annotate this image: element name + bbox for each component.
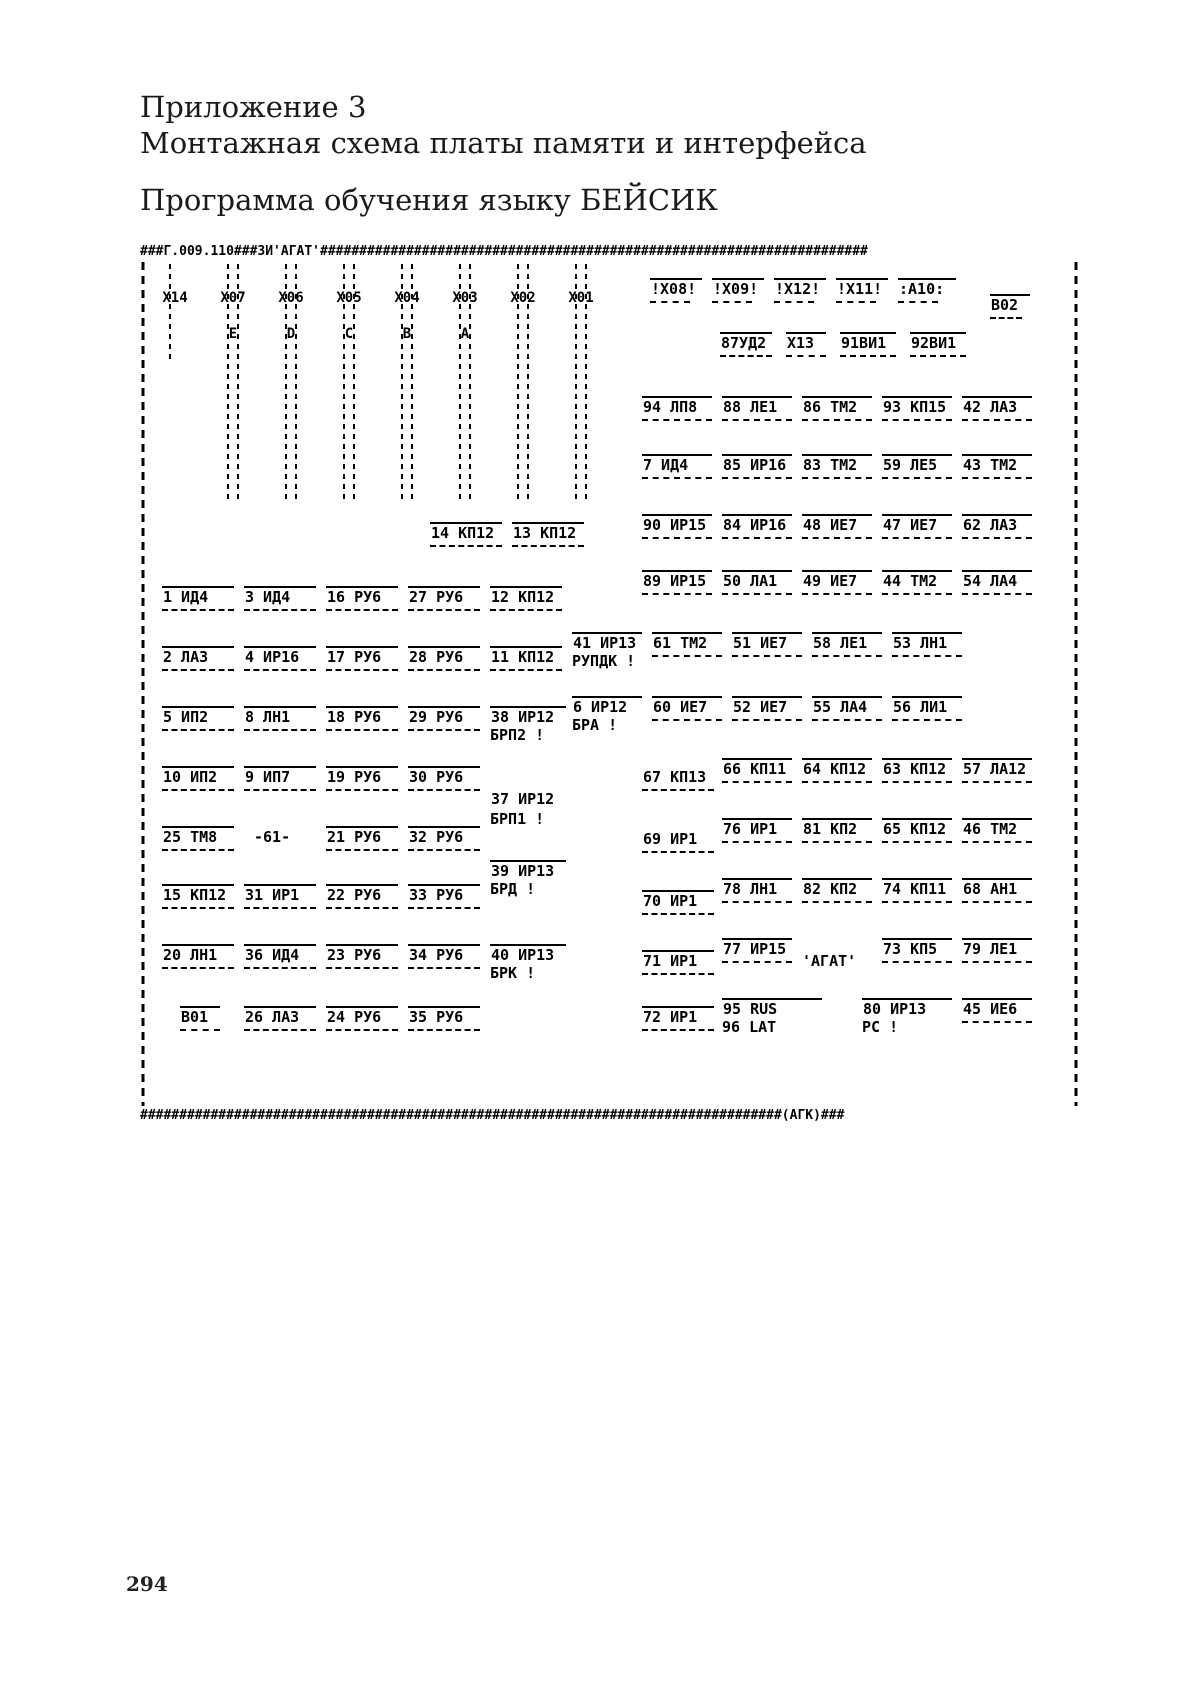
chip-53: 53 ЛН1 <box>892 632 962 662</box>
connector-x06: X06 <box>278 290 304 306</box>
chip-6: 6 ИР12 <box>572 696 642 726</box>
chip-91vi1: 91ВИ1 <box>840 332 896 362</box>
chip-51: 51 ИЕ7 <box>732 632 802 662</box>
chip-80: 80 ИР13 <box>862 998 952 1028</box>
chip-11: 11 КП12 <box>490 646 562 676</box>
chip-44: 44 ТМ2 <box>882 570 952 600</box>
chip-58: 58 ЛЕ1 <box>812 632 882 662</box>
chip-62: 62 ЛА3 <box>962 514 1032 544</box>
chip-10: 10 ИП2 <box>162 766 234 796</box>
note-brp1: БРП1 ! <box>490 810 545 828</box>
chip-95: 95 RUS <box>722 998 822 1028</box>
chip-77: 77 ИР15 <box>722 938 792 968</box>
chip-89: 89 ИР15 <box>642 570 712 600</box>
chip-79: 79 ЛЕ1 <box>962 938 1032 968</box>
chip-35: 35 РУ6 <box>408 1006 480 1036</box>
chip-87ud2: 87УД2 <box>720 332 772 362</box>
chip-92vi1: 92ВИ1 <box>910 332 966 362</box>
chip-b01: B01 <box>180 1006 220 1036</box>
chip-59: 59 ЛЕ5 <box>882 454 952 484</box>
chip-18: 18 РУ6 <box>326 706 398 736</box>
chip-40: 40 ИР13 <box>490 944 566 974</box>
chip-26: 26 ЛА3 <box>244 1006 316 1036</box>
note-bra: БРА ! <box>572 716 618 734</box>
chip-22: 22 РУ6 <box>326 884 398 914</box>
connector-x05: X05 <box>336 290 362 306</box>
note-61: -61- <box>254 828 291 846</box>
chip-41: 41 ИР13 <box>572 632 642 662</box>
chip-x08: !X08! <box>650 278 702 308</box>
program-title: Программа обучения языку БЕЙСИК <box>140 183 718 217</box>
connector-x07: X07 <box>220 290 246 306</box>
chip-67: 67 КП13 <box>642 768 714 796</box>
chip-50: 50 ЛА1 <box>722 570 792 600</box>
chip-49: 49 ИЕ7 <box>802 570 872 600</box>
board-scheme <box>140 244 1080 1124</box>
note-brd: БРД ! <box>490 880 536 898</box>
chip-61: 61 ТМ2 <box>652 632 722 662</box>
chip-3: 3 ИД4 <box>244 586 316 616</box>
chip-19: 19 РУ6 <box>326 766 398 796</box>
chip-68: 68 АН1 <box>962 878 1032 908</box>
board-frame <box>140 244 1080 1124</box>
chip-9: 9 ИП7 <box>244 766 316 796</box>
chip-66: 66 КП11 <box>722 758 792 788</box>
chip-81: 81 КП2 <box>802 818 872 848</box>
chip-37: 37 ИР12 <box>491 790 555 808</box>
chip-93: 93 КП15 <box>882 396 952 426</box>
chip-78: 78 ЛН1 <box>722 878 792 908</box>
chip-24: 24 РУ6 <box>326 1006 398 1036</box>
note-rupdk: РУПДК ! <box>572 652 636 670</box>
chip-70: 70 ИР1 <box>642 890 714 920</box>
chip-34: 34 РУ6 <box>408 944 480 974</box>
chip-63: 63 КП12 <box>882 758 952 788</box>
chip-39: 39 ИР13 <box>490 860 566 890</box>
chip-x09: !X09! <box>712 278 764 308</box>
chip-12: 12 КП12 <box>490 586 562 616</box>
chip-45: 45 ИЕ6 <box>962 998 1032 1028</box>
chip-88: 88 ЛЕ1 <box>722 396 792 426</box>
board-bottom-border: ##################################################################################(АГК)### <box>140 1108 845 1123</box>
chip-31: 31 ИР1 <box>244 884 316 914</box>
chip-85: 85 ИР16 <box>722 454 792 484</box>
connector-sub-c: C <box>344 326 354 342</box>
chip-69: 69 ИР1 <box>642 830 714 858</box>
chip-b02: B02 <box>990 294 1030 324</box>
chip-29: 29 РУ6 <box>408 706 480 736</box>
chip-47: 47 ИЕ7 <box>882 514 952 544</box>
chip-13: 13 КП12 <box>512 522 584 552</box>
chip-42: 42 ЛА3 <box>962 396 1032 426</box>
connector-x02: X02 <box>510 290 536 306</box>
chip-94: 94 ЛП8 <box>642 396 712 426</box>
connector-sub-a: A <box>460 326 470 342</box>
note-96-lat: 96 LAT <box>722 1018 777 1036</box>
chip-46: 46 ТМ2 <box>962 818 1032 848</box>
chip-25: 25 ТМ8 <box>162 826 234 856</box>
chip-73: 73 КП5 <box>882 938 952 968</box>
note-pc: PC ! <box>862 1018 899 1036</box>
chip-56: 56 ЛИ1 <box>892 696 962 726</box>
connector-sub-d: D <box>286 326 296 342</box>
chip-x12: !X12! <box>774 278 826 308</box>
chip-30: 30 РУ6 <box>408 766 480 796</box>
chip-90: 90 ИР15 <box>642 514 712 544</box>
chip-16: 16 РУ6 <box>326 586 398 616</box>
chip-27: 27 РУ6 <box>408 586 480 616</box>
chip-x13: X13 <box>786 332 826 362</box>
chip-82: 82 КП2 <box>802 878 872 908</box>
chip-28: 28 РУ6 <box>408 646 480 676</box>
chip-72: 72 ИР1 <box>642 1006 714 1036</box>
chip-32: 32 РУ6 <box>408 826 480 856</box>
connector-x01: X01 <box>568 290 594 306</box>
board-top-border: ###Г.009.110###ЗИ'АГАТ'###################################################################### <box>140 244 868 259</box>
chip-57: 57 ЛА12 <box>962 758 1032 788</box>
chip-76: 76 ИР1 <box>722 818 792 848</box>
chip-33: 33 РУ6 <box>408 884 480 914</box>
note-brk: БРК ! <box>490 964 536 982</box>
chip-15: 15 КП12 <box>162 884 234 914</box>
chip-38: 38 ИР12 <box>490 706 566 736</box>
chip-71: 71 ИР1 <box>642 950 714 980</box>
chip-1: 1 ИД4 <box>162 586 234 616</box>
chip-48: 48 ИЕ7 <box>802 514 872 544</box>
chip-x11: !X11! <box>836 278 888 308</box>
chip-64: 64 КП12 <box>802 758 872 788</box>
connector-x03: X03 <box>452 290 478 306</box>
chip-36: 36 ИД4 <box>244 944 316 974</box>
chip-74: 74 КП11 <box>882 878 952 908</box>
chip-65: 65 КП12 <box>882 818 952 848</box>
chip-84: 84 ИР16 <box>722 514 792 544</box>
chip-54: 54 ЛА4 <box>962 570 1032 600</box>
chip-43: 43 ТМ2 <box>962 454 1032 484</box>
chip-55: 55 ЛА4 <box>812 696 882 726</box>
chip-52: 52 ИЕ7 <box>732 696 802 726</box>
note-brp2: БРП2 ! <box>490 726 545 744</box>
chip-17: 17 РУ6 <box>326 646 398 676</box>
chip-23: 23 РУ6 <box>326 944 398 974</box>
chip-7: 7 ИД4 <box>642 454 712 484</box>
chip-14: 14 КП12 <box>430 522 502 552</box>
chip-83: 83 ТМ2 <box>802 454 872 484</box>
connector-sub-e: E <box>228 326 238 342</box>
chip-8: 8 ЛН1 <box>244 706 316 736</box>
chip-2: 2 ЛА3 <box>162 646 234 676</box>
connector-sub-b: B <box>402 326 412 342</box>
chip-86: 86 ТМ2 <box>802 396 872 426</box>
connector-x04: X04 <box>394 290 420 306</box>
chip-5: 5 ИП2 <box>162 706 234 736</box>
chip-60: 60 ИЕ7 <box>652 696 722 726</box>
scheme-title: Монтажная схема платы памяти и интерфейса <box>140 126 867 160</box>
chip-20: 20 ЛН1 <box>162 944 234 974</box>
connector-x14: X14 <box>162 290 188 306</box>
chip-21: 21 РУ6 <box>326 826 398 856</box>
note-agat: 'АГАТ' <box>802 952 857 970</box>
chip-4: 4 ИР16 <box>244 646 316 676</box>
chip-a10: :A10: <box>898 278 956 308</box>
page-number: 294 <box>126 1572 168 1596</box>
appendix-title: Приложение 3 <box>140 90 367 124</box>
